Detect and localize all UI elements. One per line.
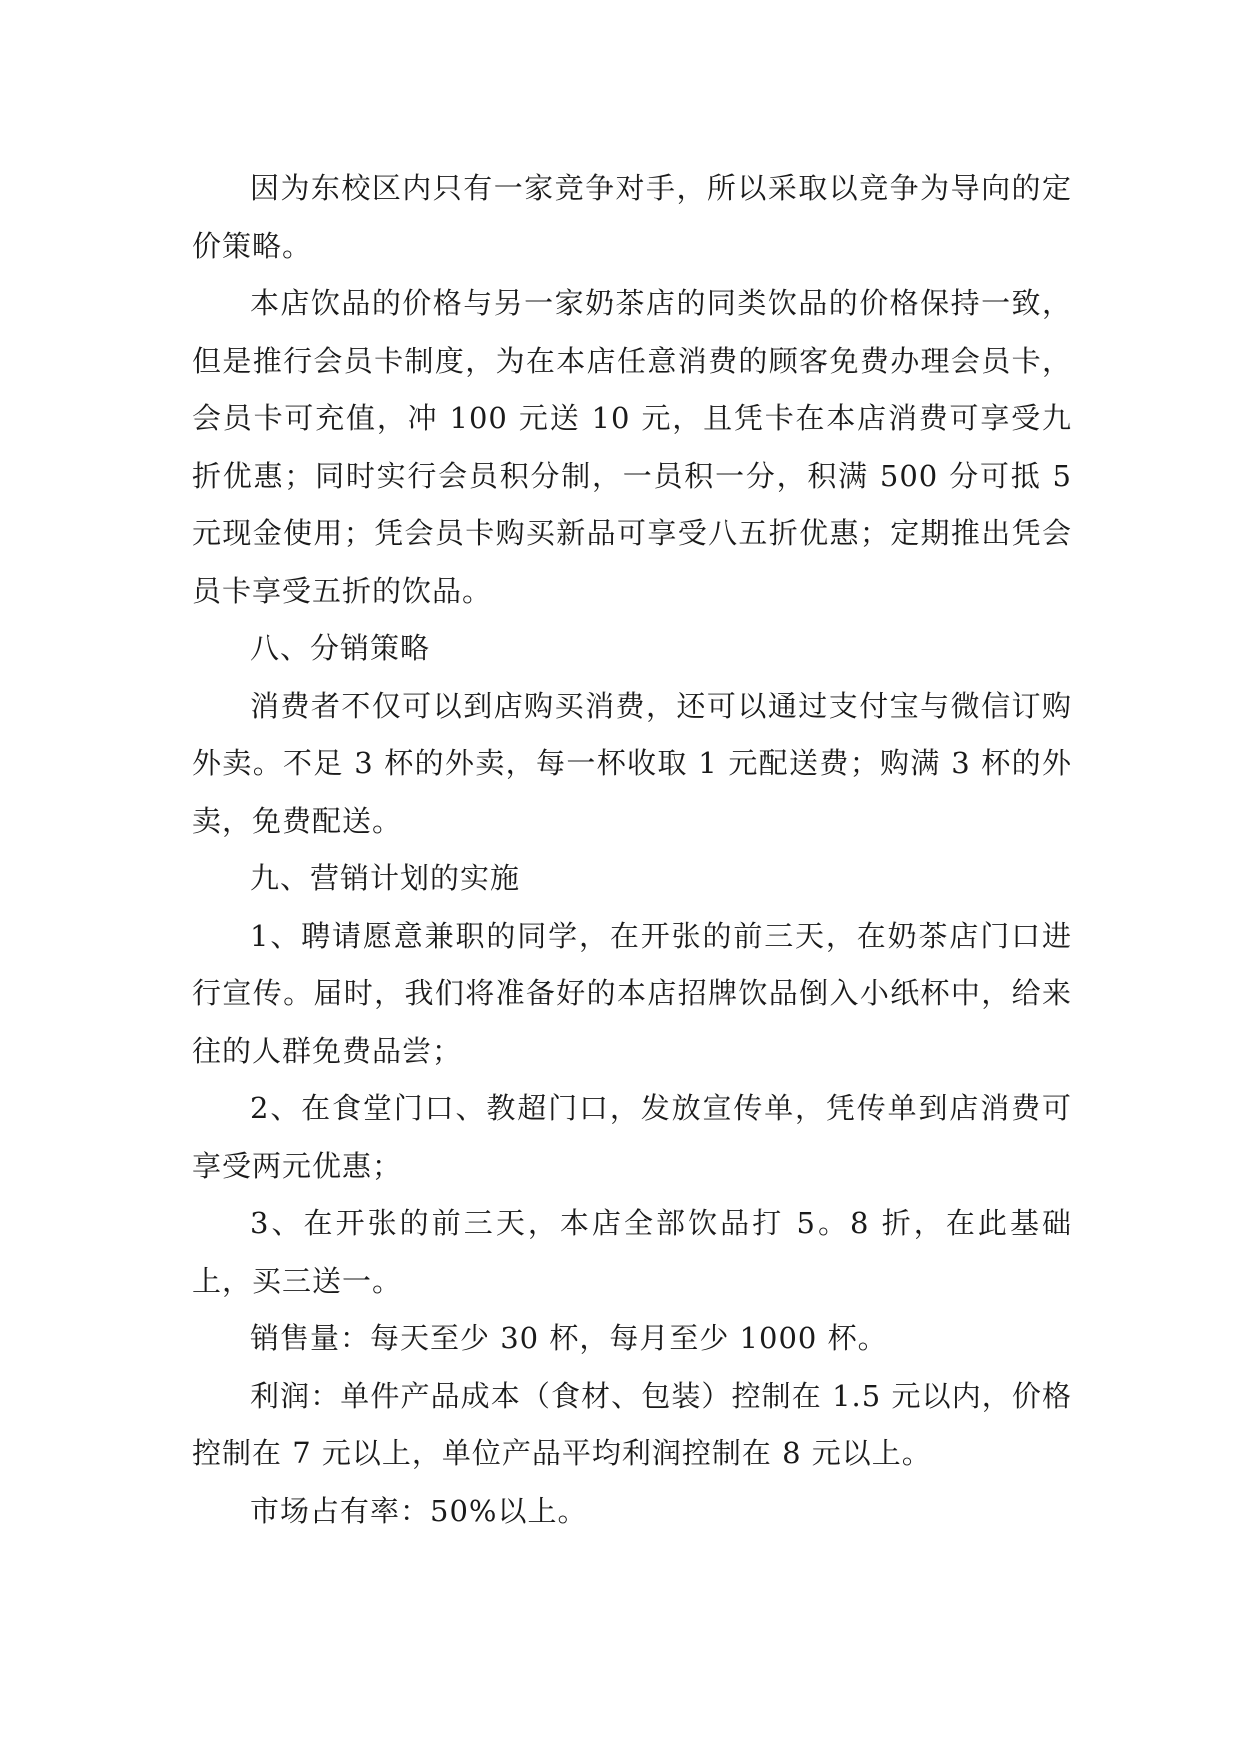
list-item-2: 2、在食堂门口、教超门口，发放宣传单，凭传单到店消费可享受两元优惠； — [192, 1091, 1072, 1183]
heading-distribution-strategy: 八、分销策略 — [250, 631, 431, 665]
paragraph-profit: 利润：单件产品成本（食材、包装）控制在 1.5 元以内，价格控制在 7 元以上，单位产品平均利润控制在 8 元以上。 — [192, 1378, 1072, 1470]
paragraph-sales-volume: 销售量：每天至少 30 杯，每月至少 1000 杯。 — [250, 1321, 888, 1355]
list-item-3: 3、在开张的前三天，本店全部饮品打 5。8 折，在此基础上，买三送一。 — [192, 1206, 1072, 1298]
paragraph-market-share: 市场占有率：50%以上。 — [250, 1493, 588, 1528]
paragraph-membership-policy: 本店饮品的价格与另一家奶茶店的同类饮品的价格保持一致，但是推行会员卡制度，为在本店任意消费的顾客免费办理会员卡，会员卡可充值，冲 100 元送 10 元，且凭卡在本店消费可享受九折优惠；同时实行会员积分制，一员积一分，积满 500 分可抵 5 元现金使用；凭会员卡购买新品可享受八五折优惠；定期推出凭会员卡享受五折的饮品。 — [192, 286, 1072, 608]
paragraph-pricing-intro: 因为东校区内只有一家竞争对手，所以采取以竞争为导向的定价策略。 — [192, 171, 1072, 263]
heading-marketing-implementation: 九、营销计划的实施 — [250, 861, 521, 895]
document-body — [192, 160, 1072, 1540]
paragraph-delivery: 消费者不仅可以到店购买消费，还可以通过支付宝与微信订购外卖。不足 3 杯的外卖，每一杯收取 1 元配送费；购满 3 杯的外卖，免费配送。 — [192, 688, 1072, 838]
list-item-1: 1、聘请愿意兼职的同学，在开张的前三天，在奶茶店门口进行宣传。届时，我们将准备好的本店招牌饮品倒入小纸杯中，给来往的人群免费品尝； — [192, 918, 1072, 1068]
